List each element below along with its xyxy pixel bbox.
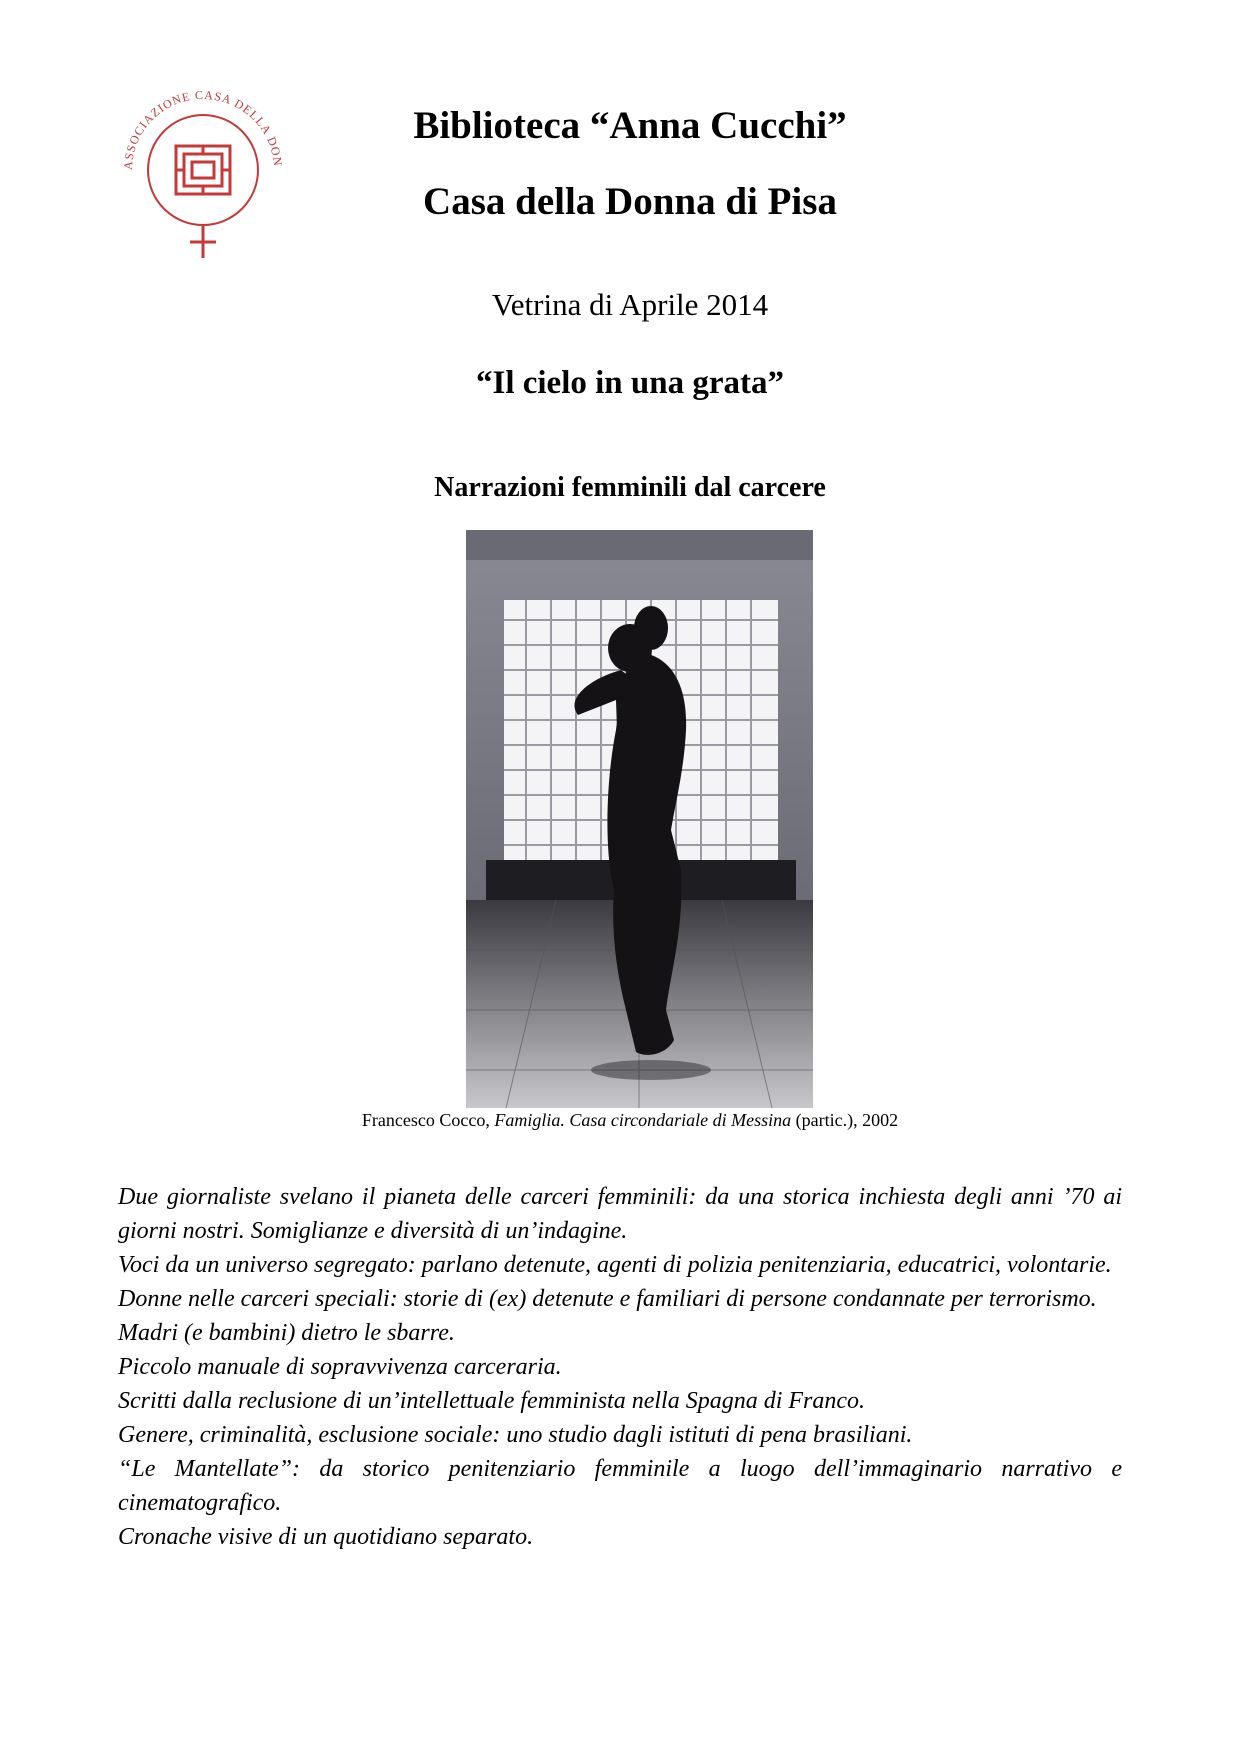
description-item: Scritti dalla reclusione di un’intellettuale femminista nella Spagna di Franco. [118,1388,866,1414]
venus-labyrinth-logo-icon [118,86,288,262]
description-item: Genere, criminalità, esclusione sociale: uno studio dagli istituti di pena brasiliani. [118,1422,913,1448]
organization-title: Casa della Donna di Pisa [423,180,837,223]
description-item: Piccolo manuale di sopravvivenza carceraria. [118,1354,562,1380]
caption-work-title: Famiglia. Casa circondariale di Messina [494,1110,792,1130]
section-title: Narrazioni femminili dal carcere [434,472,826,503]
showcase-title: “Il cielo in una grata” [475,365,784,401]
svg-text:ASSOCIAZIONE CASA DELLA DONNA [118,86,285,170]
photo-mother-child [466,530,813,1108]
description-item: Voci da un universo segregato: parlano detenute, agenti di polizia penitenziaria, educatrici, volontarie. [118,1252,1112,1278]
description-item: Due giornaliste svelano il pianeta delle carceri femminili: da una storica inchiesta degli anni ’70 ai giorni nostri. Somiglianze e diversità di un’indagine. [118,1184,1122,1244]
description-item: Donne nelle carceri speciali: storie di (ex) detenute e familiari di persone condannate per terrorismo. [118,1286,1097,1312]
caption-author: Francesco Cocco, [361,1110,495,1130]
library-title: Biblioteca “Anna Cucchi” [413,104,847,147]
description-item: “Le Mantellate”: da storico penitenziario femminile a luogo dell’immaginario narrativo e cinematografico. [118,1456,1122,1516]
association-logo [118,86,288,262]
description-item: Cronache visive di un quotidiano separato. [118,1524,534,1550]
description-list [118,1180,1122,1554]
photo-illustration [466,530,813,1108]
description-item: Madri (e bambini) dietro le sbarre. [118,1320,455,1346]
logo-text: ASSOCIAZIONE CASA DELLA DON [120,87,286,171]
showcase-date: Vetrina di Aprile 2014 [491,287,769,322]
photo-caption [250,1110,1010,1131]
caption-suffix: (partic.), 2002 [791,1110,899,1130]
